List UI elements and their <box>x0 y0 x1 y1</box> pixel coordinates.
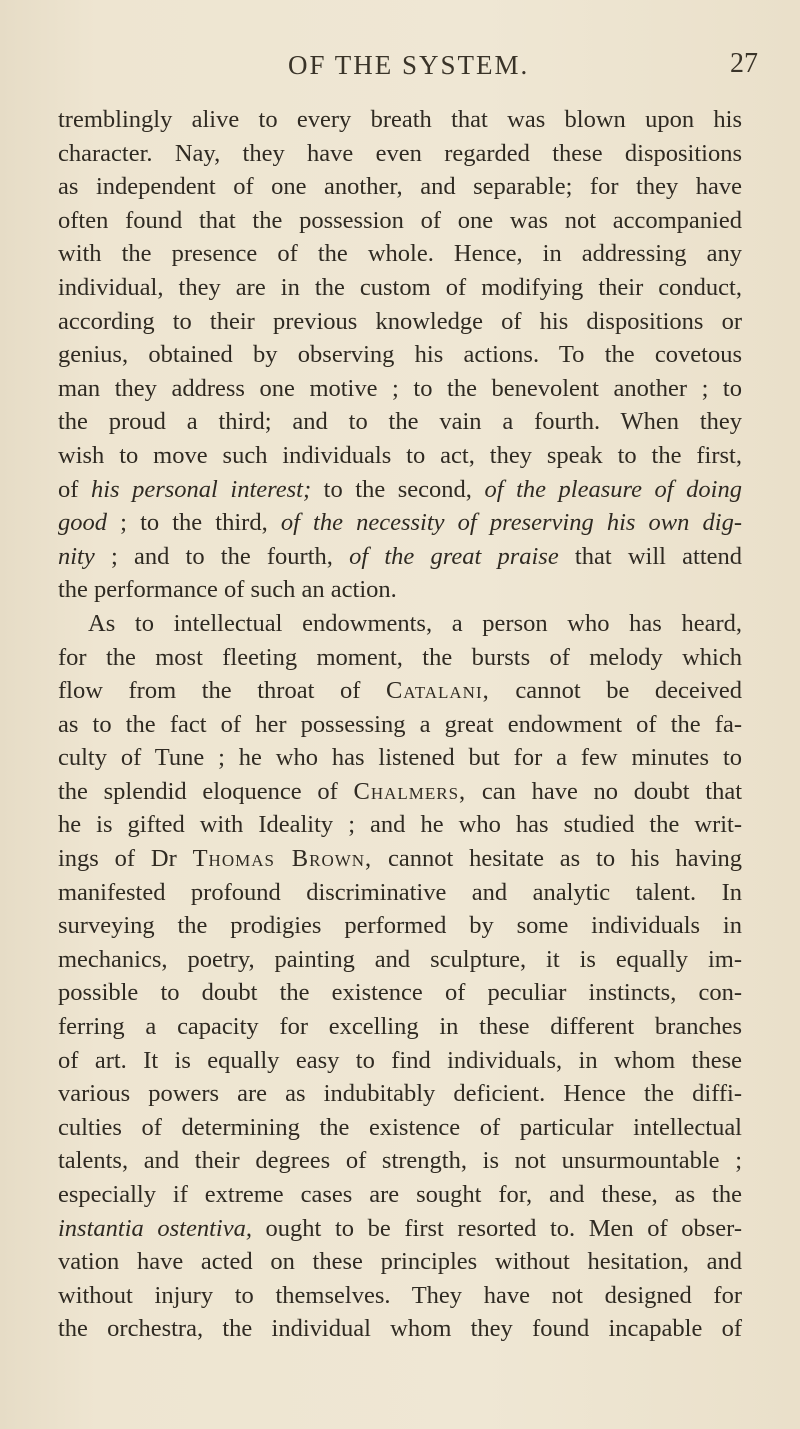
text-line: the orchestra, the individual whom they found incapable of <box>58 1315 742 1343</box>
text-line: manifested profound discriminative and analytic talent. In <box>58 878 742 906</box>
text-run: to the second, <box>311 475 485 503</box>
text-line: talents, and their degrees of strength, is not unsurmountable ; <box>58 1147 742 1175</box>
text-run: ; and to the fourth, <box>94 542 350 570</box>
text-line: man they address one motive ; to the benevolent another ; to <box>58 374 742 402</box>
body-text <box>58 103 742 1346</box>
text-line: culty of Tune ; he who has listened but for a few minutes to <box>58 744 742 772</box>
text-line <box>58 1212 742 1246</box>
text-line <box>58 842 742 876</box>
text-line <box>58 540 742 574</box>
running-head: OF THE SYSTEM. <box>288 50 530 80</box>
text-line: wish to move such individuals to act, they speak to the first, <box>58 441 742 469</box>
text-line <box>58 775 742 809</box>
text-run: flow from the throat of <box>58 677 386 705</box>
italic-run: of the great praise <box>349 542 559 570</box>
text-line <box>58 473 742 507</box>
text-line: tremblingly alive to every breath that was blown upon his <box>58 106 742 133</box>
text-line: without injury to themselves. They have not designed for <box>58 1281 742 1309</box>
text-line: surveying the prodigies performed by some individuals in <box>58 912 742 940</box>
italic-run: his personal interest; <box>90 475 312 503</box>
text-run: cannot hesitate as to his having <box>372 845 742 873</box>
text-run: of <box>58 475 91 503</box>
text-line: often found that the possession of one was not accompanied <box>58 206 742 234</box>
text-line: for the most fleeting moment, the bursts of melody which <box>58 643 742 671</box>
italic-run: nity <box>58 542 95 570</box>
text-line: according to their previous knowledge of his dispositions or <box>58 307 742 335</box>
text-line: culties of determining the existence of particular intellectual <box>58 1113 742 1141</box>
text-line: he is gifted with Ideality ; and he who has studied the writ- <box>58 811 742 839</box>
text-line: of art. It is equally easy to find individuals, in whom these <box>58 1046 742 1074</box>
text-line <box>58 674 742 708</box>
text-line: with the presence of the whole. Hence, in addressing any <box>58 240 742 268</box>
small-caps-name: Thomas Brown, <box>192 845 373 873</box>
text-run: ings of Dr <box>58 845 193 873</box>
text-line <box>58 506 742 540</box>
text-line: individual, they are in the custom of modifying their conduct, <box>58 273 742 301</box>
page-number: 27 <box>730 48 758 79</box>
text-line: especially if extreme cases are sought for, and these, as the <box>58 1181 742 1208</box>
text-line: genius, obtained by observing his actions. To the covetous <box>58 341 742 369</box>
italic-run: instantia ostentiva, <box>58 1214 252 1242</box>
italic-run: of the pleasure of doing <box>484 475 742 503</box>
text-line: character. Nay, they have even regarded these dispositions <box>58 139 742 167</box>
text-line: possible to doubt the existence of peculiar instincts, con- <box>58 979 742 1007</box>
text-line: as to the fact of her possessing a great endowment of the fa- <box>58 710 742 738</box>
small-caps-name: Chalmers, <box>353 777 467 805</box>
text-line: the performance of such an action. <box>58 576 397 604</box>
text-line: as independent of one another, and separable; for they have <box>58 173 742 201</box>
italic-run: of the necessity of preserving his own dig- <box>280 509 742 537</box>
text-run: can have no doubt that <box>466 777 742 805</box>
text-run: ought to be first resorted to. Men of obser- <box>251 1214 742 1242</box>
text-run: the splendid eloquence of <box>58 777 354 805</box>
text-line: mechanics, poetry, painting and sculpture, it is equally im- <box>58 945 742 973</box>
small-caps-name: Catalani, <box>385 677 490 705</box>
text-line: As to intellectual endowments, a person who has heard, <box>88 609 742 637</box>
text-line: vation have acted on these principles without hesitation, and <box>58 1248 742 1276</box>
text-line: ferring a capacity for excelling in these different branches <box>58 1013 742 1041</box>
text-run: ; to the third, <box>107 509 281 537</box>
text-line: the proud a third; and to the vain a fourth. When they <box>58 408 742 436</box>
page-header <box>60 48 760 88</box>
text-run: cannot be deceived <box>489 677 742 705</box>
italic-run: good <box>58 509 107 537</box>
text-run: that will attend <box>558 542 742 570</box>
text-line: various powers are as indubitably deficient. Hence the diffi- <box>58 1080 742 1108</box>
